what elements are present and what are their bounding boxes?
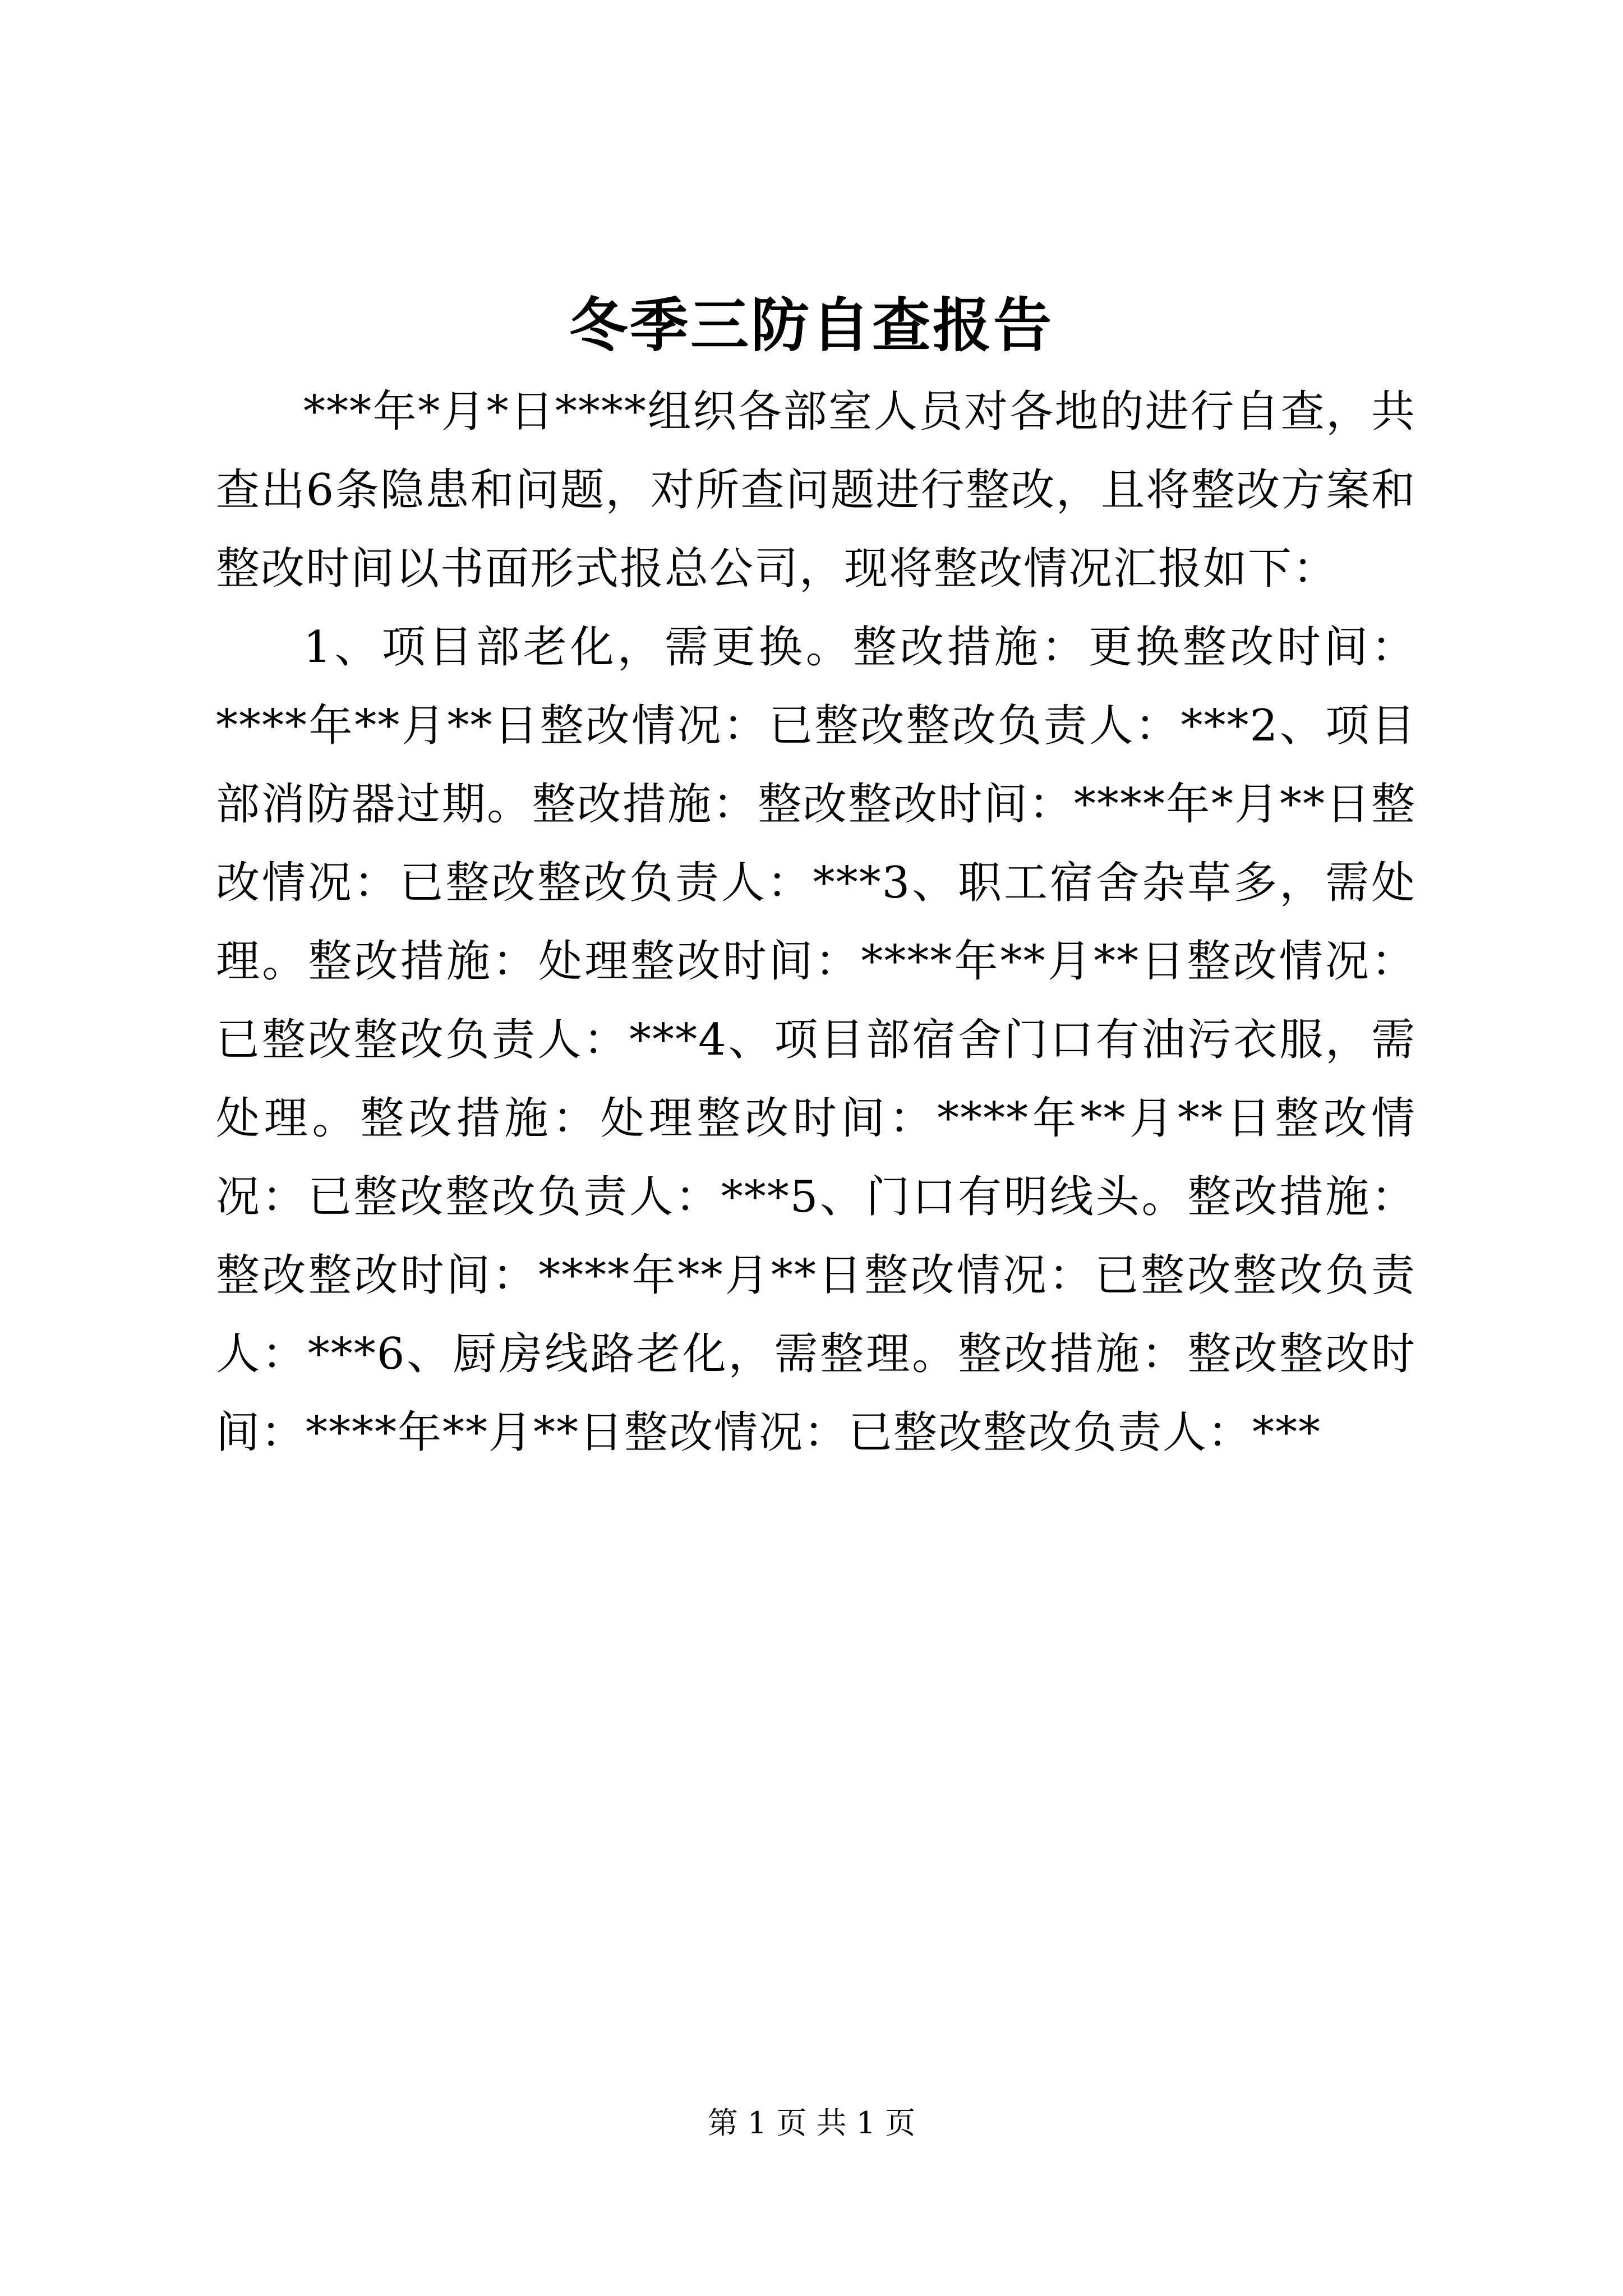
page-footer: 第 1 页 共 1 页 xyxy=(707,2105,916,2141)
rectification-list-paragraph: 1、项目部老化，需更换。整改措施：更换整改时间：****年**月**日整改情况：已整改整改负责人：***2、项目部消防器过期。整改措施：整改整改时间：****年*月**日整改情况：已整改整改负责人：***3、职工宿舍杂草多，需处理。整改措施：处理整改时间：****年**月**日整改情况：已整改整改负责人：***4、项目部宿舍门口有油污衣服，需处理。整改措施：处理整改时间：****年**月**日整改情况：已整改整改负责人：***5、门口有明线头。整改措施：整改整改时间：****年**月**日整改情况：已整改整改负责人：***6、厨房线路老化，需整理。整改措施：整改整改时间：****年**月**日整改情况：已整改整改负责人：*** xyxy=(216,622,1416,1458)
document-title: 冬季三防自查报告 xyxy=(569,291,1054,360)
intro-paragraph: ***年*月*日****组织各部室人员对各地的进行自查，共查出6条隐患和问题，对所查问题进行整改，且将整改方案和整改时间以书面形式报总公司，现将整改情况汇报如下： xyxy=(216,386,1416,594)
document-body xyxy=(216,372,1416,1472)
